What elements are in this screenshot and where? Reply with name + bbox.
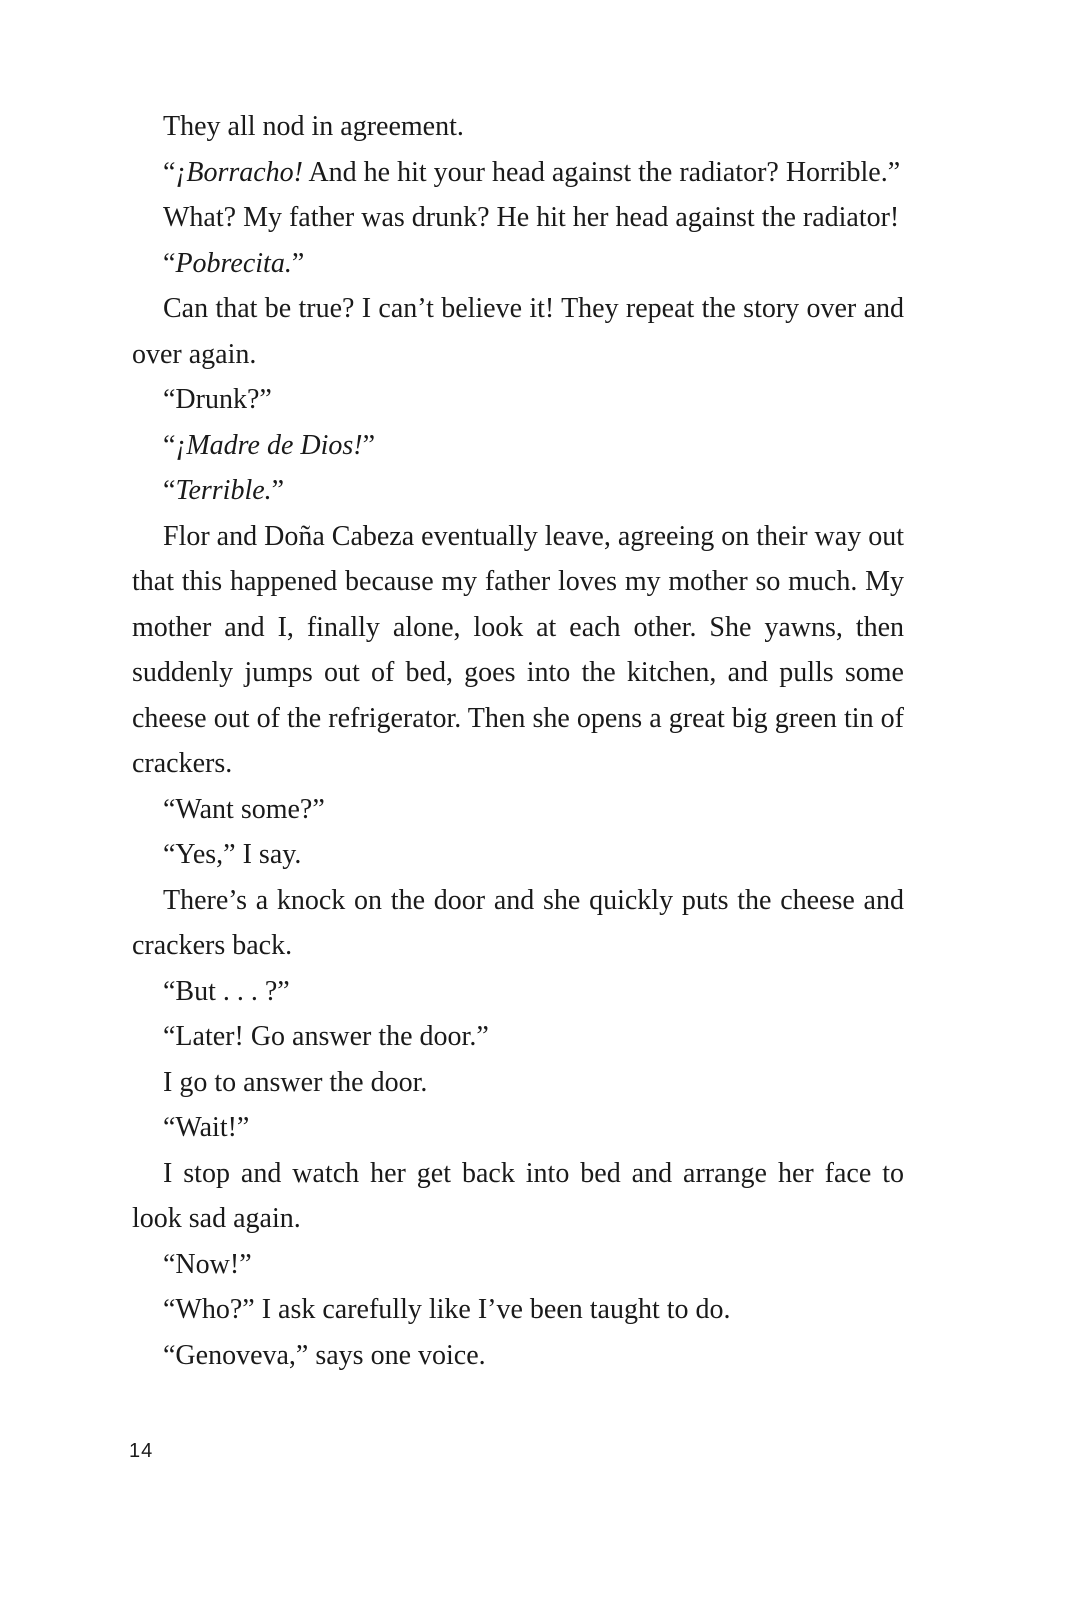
paragraph: They all nod in agreement. [163, 111, 464, 142]
italic-text: Terrible. [175, 475, 272, 506]
paragraph: “Now!” [163, 1248, 252, 1280]
paragraph: “But . . . ?” [163, 975, 290, 1007]
paragraph: I stop and watch her get back into bed and arrange her face to look sad again. [132, 1157, 904, 1234]
paragraph: “Wait!” [163, 1112, 250, 1143]
paragraph [132, 241, 904, 287]
text-run: ” [271, 475, 285, 506]
paragraph: “Drunk?” [163, 384, 272, 415]
paragraph: What? My father was drunk? He hit her head against the radiator! [163, 202, 900, 233]
body-text [132, 104, 904, 1378]
paragraph: “Yes,” I say. [163, 839, 302, 870]
paragraph [132, 468, 904, 514]
text-run: And he hit your head against the radiator? Horrible.” [302, 156, 901, 188]
paragraph: “Who?” I ask carefully like I’ve been taught to do. [163, 1294, 731, 1325]
text-run: ” [362, 429, 376, 461]
paragraph [132, 150, 904, 196]
paragraph: There’s a knock on the door and she quickly puts the cheese and crackers back. [132, 884, 904, 961]
paragraph: I go to answer the door. [163, 1066, 428, 1098]
paragraph [132, 423, 904, 469]
text-run: “ [163, 247, 176, 279]
italic-text: Pobrecita. [175, 247, 292, 279]
paragraph: “Genoveva,” says one voice. [163, 1339, 486, 1371]
text-run: “ [163, 156, 176, 188]
page-number: 14 [129, 1440, 154, 1462]
text-run: “ [163, 475, 176, 506]
italic-text: ¡Borracho! [175, 156, 303, 188]
paragraph: Flor and Doña Cabeza eventually leave, agreeing on their way out that this happened because my father loves my mother so much. My mother and I, finally alone, look at each other. She yawns, then suddenly jumps out of bed, goes into the kitchen, and pulls some cheese out of the refrigerator. Then she opens a great big green tin of crackers. [132, 520, 904, 779]
paragraph: Can that be true? I can’t believe it! They repeat the story over and over again. [132, 293, 904, 370]
paragraph: “Later! Go answer the door.” [163, 1021, 489, 1052]
text-run: ” [291, 247, 305, 279]
paragraph: “Want some?” [163, 793, 325, 825]
text-run: “ [163, 429, 176, 461]
italic-text: ¡Madre de Dios! [175, 429, 363, 461]
